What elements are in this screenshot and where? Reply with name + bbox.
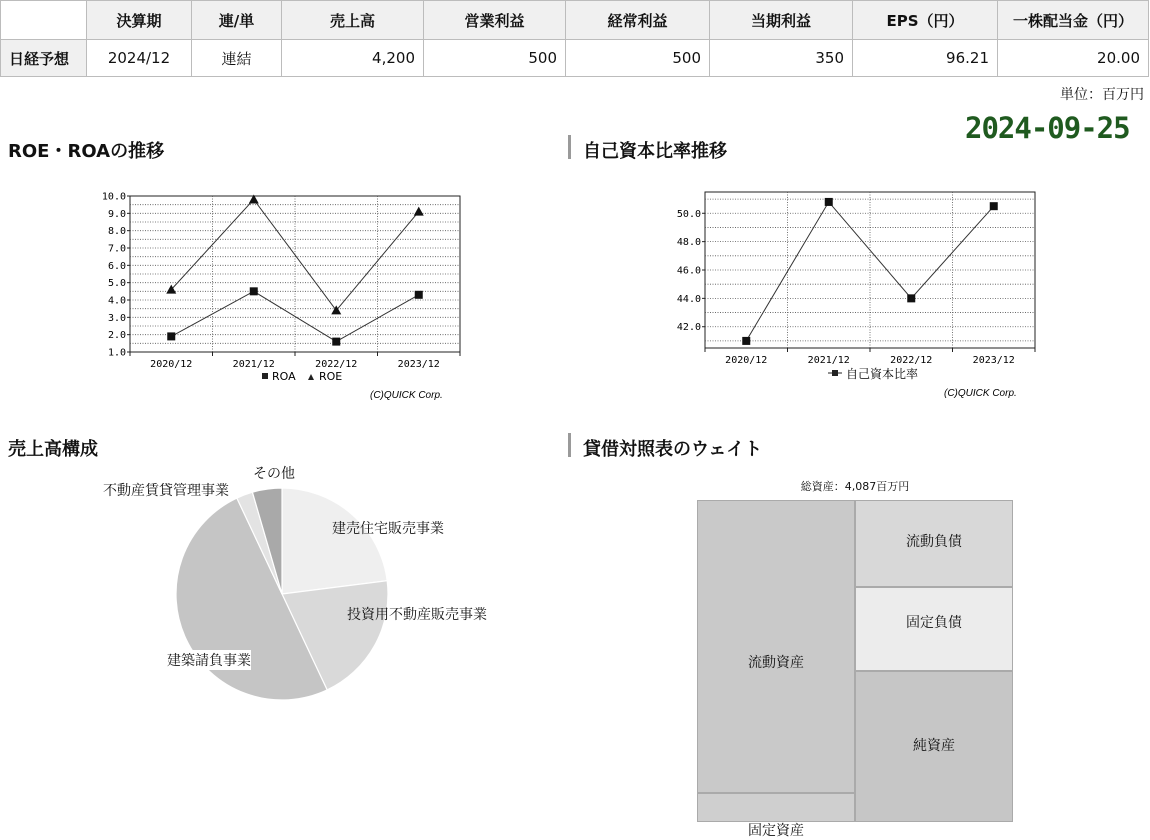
header-ordinary-profit: 経常利益 xyxy=(566,1,710,40)
bs-label-current-assets: 流動資産 xyxy=(748,655,804,671)
pie-slice-0 xyxy=(282,488,387,594)
header-eps: EPS（円） xyxy=(853,1,998,40)
equity-x-tick-label: 2023/12 xyxy=(972,355,1015,366)
equity-y-tick-label: 44.0 xyxy=(676,293,701,305)
equity-x-tick-label: 2021/12 xyxy=(807,355,850,366)
fixed-assets-block xyxy=(697,793,855,822)
pie-label-rental-management: 不動産賃貸管理事業 xyxy=(103,483,229,499)
roe-roa-y-tick-label: 6.0 xyxy=(107,260,126,272)
total-assets-label: 総資産：4,087百万円 xyxy=(800,480,910,493)
equity-y-tick-label: 46.0 xyxy=(676,265,701,277)
bs-label-fixed-liabilities: 固定負債 xyxy=(906,615,962,631)
header-sales: 売上高 xyxy=(282,1,424,40)
bs-label-net-assets: 純資産 xyxy=(913,738,955,754)
value-fiscal-period: 2024/12 xyxy=(87,40,192,77)
value-net-profit: 350 xyxy=(710,40,853,77)
roe-roa-y-tick-label: 10.0 xyxy=(101,191,126,203)
section-title-balance-sheet: 貸借対照表のウェイト xyxy=(583,439,763,460)
roe-roa-y-tick-label: 3.0 xyxy=(107,312,126,324)
header-consolidated: 連/単 xyxy=(192,1,282,40)
roe-roa-y-tick-label: 9.0 xyxy=(107,208,126,220)
pie-label-construction: 建築請負事業 xyxy=(167,650,251,670)
equity-x-tick-label: 2022/12 xyxy=(890,355,933,366)
bs-label-fixed-assets: 固定資産 xyxy=(748,823,804,839)
value-sales: 4,200 xyxy=(282,40,424,77)
header-dividend: 一株配当金（円） xyxy=(998,1,1149,40)
equity-x-tick-label: 2020/12 xyxy=(725,355,768,366)
pie-label-spec-housing: 建売住宅販売事業 xyxy=(332,521,444,537)
unit-note: 単位：百万円 xyxy=(1060,87,1144,103)
pie-label-investment-property: 投資用不動産販売事業 xyxy=(347,607,487,623)
roe-roa-x-tick-label: 2022/12 xyxy=(315,359,358,370)
value-operating-profit: 500 xyxy=(424,40,566,77)
value-eps: 96.21 xyxy=(853,40,998,77)
header-fiscal-period: 決算期 xyxy=(87,1,192,40)
roe-roa-credit: (C)QUICK Corp. xyxy=(370,390,443,401)
section-title-sales-mix: 売上高構成 xyxy=(8,439,98,460)
header-operating-profit: 営業利益 xyxy=(424,1,566,40)
pie-label-other: その他 xyxy=(253,466,295,482)
roe-roa-y-tick-label: 5.0 xyxy=(107,278,126,290)
equity-y-tick-label: 48.0 xyxy=(676,237,701,249)
value-ordinary-profit: 500 xyxy=(566,40,710,77)
bs-label-current-liabilities: 流動負債 xyxy=(906,534,962,550)
row-label-nikkei-forecast: 日経予想 xyxy=(1,40,87,77)
equity-y-tick-label: 42.0 xyxy=(676,322,701,334)
roe-roa-y-tick-label: 8.0 xyxy=(107,226,126,238)
date-stamp: 2024-09-25 xyxy=(965,111,1130,145)
roe-roa-y-tick-label: 4.0 xyxy=(107,295,126,307)
section-title-equity-ratio: 自己資本比率推移 xyxy=(583,141,727,162)
roe-roa-x-tick-label: 2023/12 xyxy=(397,359,440,370)
roe-roa-x-tick-label: 2021/12 xyxy=(232,359,275,370)
legend-label-roe: ROE xyxy=(319,370,343,383)
legend-label-equity: 自己資本比率 xyxy=(846,367,919,381)
value-dividend: 20.00 xyxy=(998,40,1149,77)
equity-y-tick-label: 50.0 xyxy=(676,208,701,220)
current-assets-block xyxy=(697,500,855,793)
roe-roa-y-tick-label: 2.0 xyxy=(107,330,126,342)
roe-roa-y-tick-label: 7.0 xyxy=(107,243,126,255)
section-title-roe-roa: ROE・ROAの推移 xyxy=(8,141,165,162)
equity-credit: (C)QUICK Corp. xyxy=(944,388,1017,399)
roe-roa-y-tick-label: 1.0 xyxy=(107,347,126,359)
legend-label-roa: ROA xyxy=(272,370,296,383)
value-consolidated: 連結 xyxy=(192,40,282,77)
header-net-profit: 当期利益 xyxy=(710,1,853,40)
roe-roa-x-tick-label: 2020/12 xyxy=(150,359,193,370)
